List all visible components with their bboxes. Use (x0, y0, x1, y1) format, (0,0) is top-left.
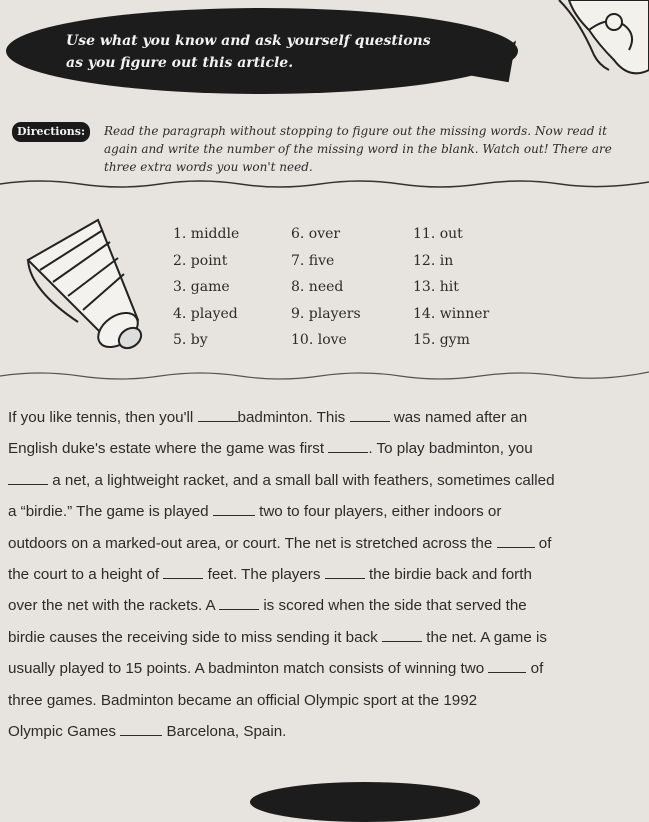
answer-blank[interactable] (213, 501, 255, 516)
word-bank-item: 5. by (173, 332, 208, 348)
paragraph-line (8, 716, 638, 747)
text-segment: three games. Badminton became an official Olympic sport at the 1992 (8, 691, 478, 709)
bubble-line-1: Use what you know and ask yourself questions (66, 33, 431, 49)
word-bank-item: 6. over (291, 226, 341, 242)
word-bank-item: 11. out (413, 226, 463, 242)
text-segment: outdoors on a marked-out area, or court. The net is stretched across the (8, 534, 493, 552)
top-divider (0, 176, 649, 190)
text-segment: If you like tennis, then you'll (8, 409, 194, 426)
word-bank-item: 7. five (291, 252, 335, 269)
answer-blank[interactable] (350, 407, 390, 422)
word-bank-item: 14. winner (413, 305, 490, 322)
text-segment: . To play badminton, you (368, 440, 533, 458)
answer-blank[interactable] (219, 595, 259, 610)
answer-blank[interactable] (120, 721, 162, 736)
word-bank-item: 15. gym (413, 332, 470, 348)
answer-blank[interactable] (382, 627, 422, 642)
shuttlecock-icon (18, 210, 158, 360)
word-bank-item: 8. need (291, 279, 344, 295)
text-segment: usually played to 15 points. A badminton match consists of winning two (8, 660, 485, 678)
text-segment: two to four players, either indoors or (259, 503, 502, 521)
text-segment: Olympic Games (8, 723, 117, 741)
text-segment: Barcelona, Spain. (166, 723, 287, 741)
answer-blank[interactable] (8, 470, 48, 485)
word-bank-item: 10. love (291, 332, 347, 348)
paragraph-line (8, 559, 638, 590)
answer-blank[interactable] (488, 658, 526, 673)
bubble-line-2: as you figure out this article. (66, 55, 294, 71)
text-segment: birdie causes the receiving side to miss sending it back (8, 628, 378, 646)
paragraph-line (8, 653, 638, 684)
text-segment: the birdie back and forth (368, 566, 532, 584)
text-segment: badminton. This (237, 409, 346, 426)
word-bank-item: 13. hit (413, 279, 459, 295)
directions-text: Read the paragraph without stopping to figure out the missing words. Now read it again and write the number of the missing word in the blank. Watch out! There are three extra words you won't need. (104, 124, 612, 174)
directions-block (12, 122, 632, 176)
text-segment: feet. The players (207, 566, 321, 584)
text-segment: was named after an (393, 409, 528, 426)
word-bank-column-1 (173, 226, 239, 359)
character-illustration (519, 0, 649, 80)
text-segment: a net, a lightweight racket, and a small ball with feathers, sometimes called (52, 471, 555, 489)
word-bank-column-2 (291, 226, 361, 359)
text-segment: the net. A game is (426, 628, 547, 646)
word-bank-item: 4. played (173, 305, 238, 322)
text-segment: English duke's estate where the game was first (8, 440, 325, 458)
word-bank-column-3 (413, 226, 489, 359)
bottom-decoration (250, 782, 480, 822)
text-segment: of (530, 660, 544, 678)
paragraph-line (8, 402, 638, 433)
word-bank-item: 3. game (173, 279, 230, 295)
answer-blank[interactable] (163, 564, 203, 579)
text-segment: of (538, 534, 552, 552)
paragraph-line (8, 465, 638, 496)
answer-blank[interactable] (198, 407, 238, 422)
directions-label: Directions: (12, 122, 90, 142)
word-bank-item: 2. point (173, 252, 228, 269)
cloze-paragraph (8, 402, 638, 747)
word-bank-item: 12. in (413, 252, 454, 269)
text-segment: the court to a height of (8, 566, 160, 584)
paragraph-line (8, 622, 638, 653)
bottom-divider (0, 368, 649, 382)
text-segment: a “birdie.” The game is played (8, 503, 209, 521)
word-bank-item: 9. players (291, 305, 361, 322)
paragraph-line (8, 433, 638, 464)
word-bank-item: 1. middle (173, 226, 240, 242)
answer-blank[interactable] (328, 438, 368, 453)
paragraph-line (8, 590, 638, 621)
answer-blank[interactable] (325, 564, 365, 579)
speech-bubble-text (66, 30, 486, 74)
text-segment: is scored when the side that served the (263, 597, 527, 615)
answer-blank[interactable] (497, 533, 535, 548)
paragraph-line (8, 528, 638, 559)
text-segment: over the net with the rackets. A (8, 597, 215, 615)
paragraph-line (8, 685, 638, 716)
paragraph-line (8, 496, 638, 527)
